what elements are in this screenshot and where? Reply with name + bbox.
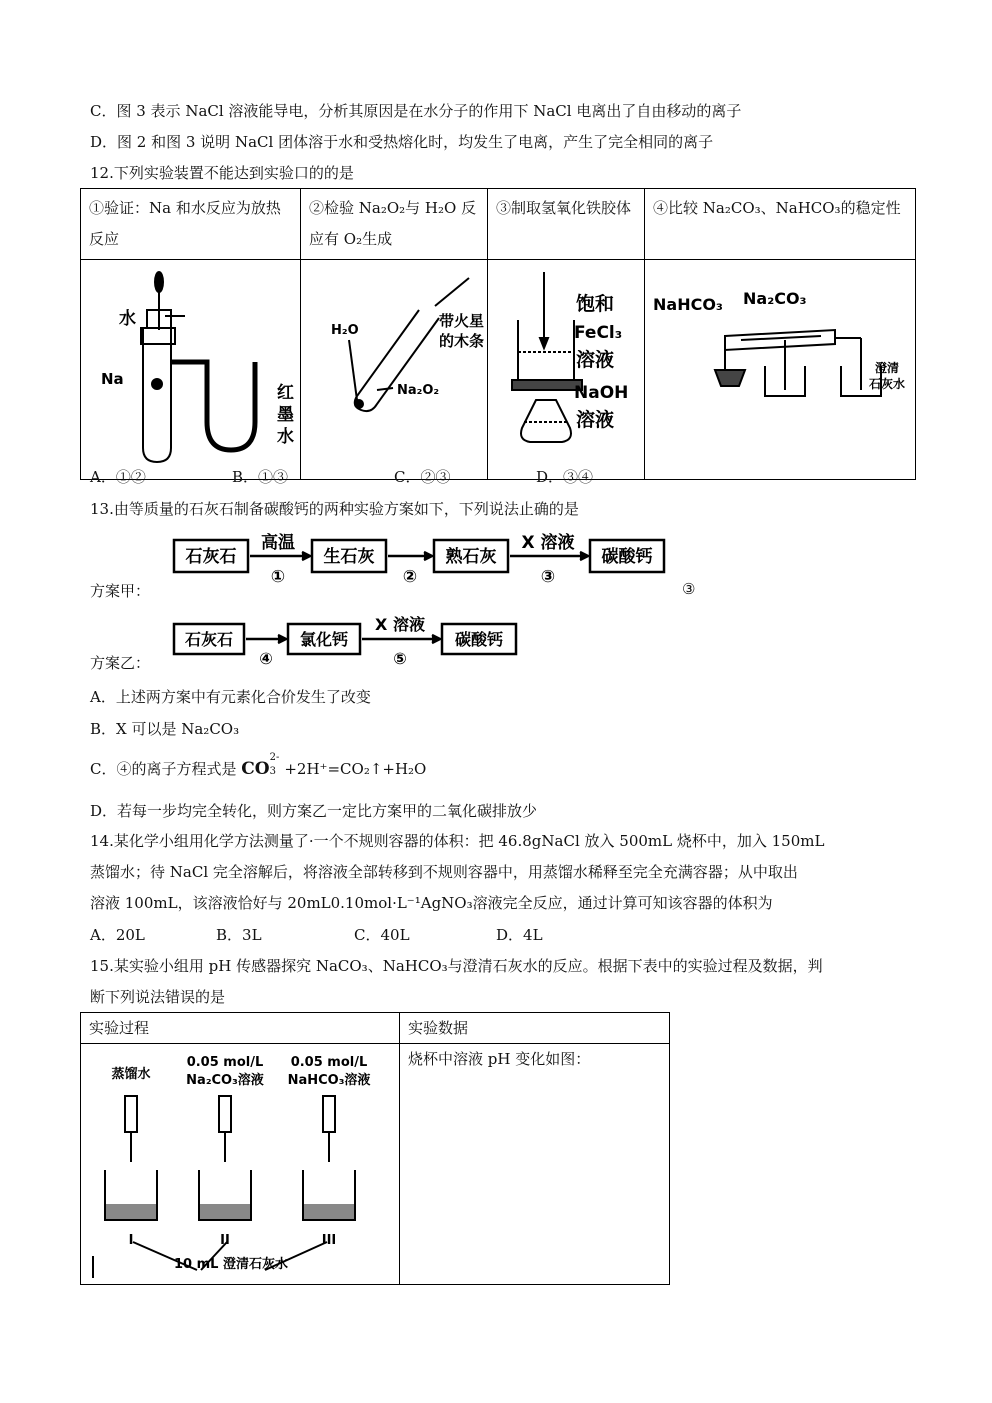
plan-b-arrow-1-num: ④: [259, 649, 273, 668]
question-12-stem: 12.下列实验装置不能达到实验口的的是: [90, 164, 354, 182]
plan-a-box-1: 石灰石: [185, 547, 237, 567]
fig4-nahco3-label: NaHCO₃: [653, 295, 723, 314]
option-c-q11: C．图 3 表示 NaCl 溶液能导电，分析其原因是在水分子的作用下 NaCl 电离出了自由移动的离子: [90, 102, 742, 120]
q12-header-4: ④比较 Na₂CO₃、NaHCO₃的稳定性: [645, 189, 916, 260]
q12-option-a: A．①②: [90, 468, 146, 486]
q14-option-b: B．3L: [216, 926, 262, 944]
plan-a-box-2: 生石灰: [323, 547, 375, 567]
fig1-ink-1: 红: [277, 383, 294, 403]
drop-label-water: 蒸馏水: [111, 1067, 151, 1082]
q12-header-1: ①验证：Na 和水反应为放热反应: [81, 189, 301, 260]
drop-label-na2co3-conc: 0.05 mol/L: [186, 1055, 264, 1070]
plan-a-arrow-2-num: ②: [402, 567, 418, 587]
fig2-h2o-label: H₂O: [331, 323, 359, 338]
q12-apparatus-table: [80, 188, 916, 480]
limewater-label: 10 mL 澄清石灰水: [174, 1257, 288, 1272]
q13c-post: +2H⁺=CO₂↑+H₂O: [279, 760, 427, 778]
plan-b-label: 方案乙：: [90, 654, 151, 672]
fig1-ink-2: 墨: [277, 405, 294, 425]
q15-process-cell: [81, 1044, 400, 1285]
question-14-line-3: 溶液 100mL，该溶液恰好与 20mL0.10mol·L⁻¹AgNO₃溶液完全反应，通过计算可知该容器的体积为: [90, 894, 773, 912]
q15-data-cell: [400, 1044, 670, 1285]
q12-figure-3-cell: [488, 260, 645, 480]
q12-figure-2-cell: [301, 260, 488, 480]
q14-option-c: C．40L: [354, 926, 410, 944]
fig4-lime-label-2: 石灰水: [869, 377, 906, 391]
stray-circled-3: ③: [682, 580, 696, 598]
beaker-label-2: II: [220, 1233, 230, 1248]
question-13-stem: 13.由等质量的石灰石制备碳酸钙的两种实验方案如下，下列说法止确的是: [90, 500, 579, 518]
q12-option-b: B．①③: [232, 468, 289, 486]
plan-b-arrow-2-top: X 溶液: [375, 615, 425, 634]
fig3-text-4: NaOH: [574, 383, 629, 403]
q12-header-3: ③制取氢氧化铁胶体: [488, 189, 645, 260]
fig4-lime-label-1: 澄清: [875, 361, 900, 375]
fig2-stick-label-2: 的木条: [439, 332, 485, 350]
q13-option-c: [90, 752, 427, 779]
fig3-text-5: 溶液: [576, 409, 615, 431]
q13-option-d: D．若每一步均完全转化，则方案乙一定比方案甲的二氧化碳排放少: [90, 802, 538, 820]
q15-experiment-table: [80, 1012, 670, 1285]
q12-header-2: ②检验 Na₂O₂与 H₂O 反应有 O₂生成: [301, 189, 488, 260]
na2o2-test-figure: [301, 260, 487, 468]
plan-a-arrow-3-top: X 溶液: [521, 533, 575, 553]
q12-figure-4-cell: [645, 260, 916, 480]
q13c-prefix: C．④的离子方程式是: [90, 760, 242, 778]
beaker-label-1: I: [128, 1233, 134, 1248]
question-15-line-1: 15.某实验小组用 pH 传感器探究 NaCO₃、NaHCO₃与澄清石灰水的反应。根据下表中的实验过程及数据，判: [90, 957, 823, 975]
q15-head-data: 实验数据: [400, 1013, 670, 1044]
q15-data-text: 烧杯中溶液 pH 变化如图：: [408, 1050, 591, 1068]
fig2-na2o2-label: Na₂O₂: [397, 383, 440, 398]
fig3-text-2: FeCl₃: [574, 323, 623, 343]
question-14-line-1: 14.某化学小组用化学方法测量了·一个不规则容器的体积：把 46.8gNaCl 放入 500mL 烧杯中，加入 150mL: [90, 832, 825, 850]
question-15-line-2: 断下列说法错误的是: [90, 988, 226, 1006]
drop-label-na2co3: Na₂CO₃溶液: [186, 1073, 264, 1088]
fig1-na-label: Na: [101, 370, 124, 388]
q13c-sup: 2-: [269, 752, 280, 763]
plan-a-arrow-1-num: ①: [270, 567, 286, 587]
fig1-water-label: 水: [119, 309, 136, 329]
fig1-ink-3: 水: [277, 427, 294, 447]
q14-option-a: A．20L: [90, 926, 145, 944]
q13-option-b: B．X 可以是 Na₂CO₃: [90, 720, 240, 738]
fig3-text-1: 饱和: [576, 293, 615, 315]
plan-b-flowchart: [172, 612, 522, 670]
plan-a-box-3: 熟石灰: [445, 547, 497, 567]
q15-head-process: 实验过程: [81, 1013, 400, 1044]
beaker-label-3: III: [321, 1233, 337, 1248]
option-d-q11: D．图 2 和图 3 说明 NaCl 团体溶于水和受热熔化时，均发生了电离，产生了完全相同的离子: [90, 133, 714, 151]
plan-a-arrow-1-top: 高温: [261, 533, 295, 553]
drop-label-nahco3: NaHCO₃溶液: [287, 1073, 371, 1088]
fig4-na2co3-label: Na₂CO₃: [743, 289, 807, 308]
fig3-text-3: 溶液: [576, 349, 615, 371]
fig2-stick-label-1: 带火星: [439, 312, 485, 330]
carbonate-stability-figure: [645, 260, 915, 468]
ph-experiment-figure: [81, 1044, 399, 1278]
q12-option-d: D．③④: [536, 468, 594, 486]
plan-a-box-4: 碳酸钙: [601, 547, 653, 567]
q13-option-a: A．上述两方案中有元素化合价发生了改变: [90, 688, 371, 706]
na-water-apparatus-figure: [81, 260, 300, 468]
q13c-sub: 3: [269, 766, 276, 777]
plan-b-box-3: 碳酸钙: [454, 630, 504, 649]
fe-oh3-colloid-figure: [488, 260, 644, 468]
plan-a-label: 方案甲：: [90, 582, 151, 600]
plan-a-arrow-3-num: ③: [540, 567, 556, 587]
plan-b-box-2: 氯化钙: [299, 630, 349, 649]
q12-option-c: C．②③: [394, 468, 451, 486]
plan-b-arrow-2-num: ⑤: [393, 649, 407, 668]
q13c-formula: CO: [241, 759, 270, 779]
plan-a-flowchart: [172, 528, 668, 588]
drop-label-nahco3-conc: 0.05 mol/L: [290, 1055, 368, 1070]
q12-figure-1-cell: [81, 260, 301, 480]
plan-b-box-1: 石灰石: [184, 630, 234, 649]
question-14-line-2: 蒸馏水；待 NaCl 完全溶解后，将溶液全部转移到不规则容器中，用蒸馏水稀释至完全充满容器；从中取出: [90, 863, 798, 881]
q14-option-d: D．4L: [496, 926, 543, 944]
